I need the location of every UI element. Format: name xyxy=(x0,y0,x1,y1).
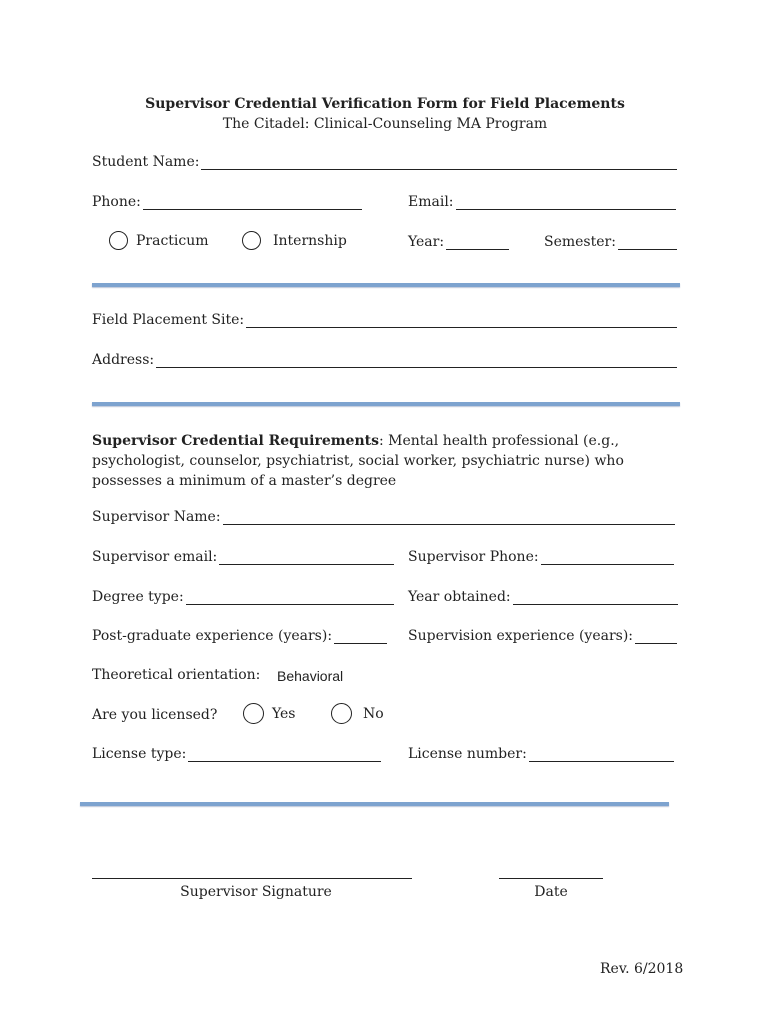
student-name-field[interactable] xyxy=(92,154,677,170)
supervision-experience-label: Supervision experience (years): xyxy=(408,628,634,644)
supervisor-email-input-line[interactable] xyxy=(219,550,394,565)
supervisor-name-input-line[interactable] xyxy=(223,510,675,525)
license-number-field[interactable] xyxy=(408,746,674,762)
requirements-text: : Mental health professional (e.g., psychologist, counselor, psychiatrist, social worker, psychiatric nurse) who possesses a minimum of a master’s degree xyxy=(92,433,624,489)
email-field[interactable] xyxy=(408,194,676,210)
no-radio-icon[interactable] xyxy=(331,703,352,724)
no-label: No xyxy=(363,705,384,722)
supervision-experience-field[interactable] xyxy=(408,628,677,644)
placement-site-field[interactable] xyxy=(92,312,677,328)
licensed-question: Are you licensed? xyxy=(92,707,218,723)
address-label: Address: xyxy=(92,352,155,368)
section-divider-1 xyxy=(92,283,680,287)
license-type-label: License type: xyxy=(92,746,187,762)
license-type-field[interactable] xyxy=(92,746,381,762)
year-obtained-input-line[interactable] xyxy=(513,590,678,605)
degree-type-field[interactable] xyxy=(92,589,394,605)
date-label: Date xyxy=(534,884,568,900)
email-label: Email: xyxy=(408,194,454,210)
semester-label: Semester: xyxy=(544,234,616,250)
licensed-no-option[interactable] xyxy=(331,703,384,724)
supervisor-phone-field[interactable] xyxy=(408,549,674,565)
student-name-label: Student Name: xyxy=(92,154,200,170)
address-input-line[interactable] xyxy=(156,353,677,368)
supervisor-phone-input-line[interactable] xyxy=(541,550,674,565)
student-name-input-line[interactable] xyxy=(201,155,677,170)
form-title: Supervisor Credential Verification Form for Field Placements xyxy=(145,96,625,112)
requirements-paragraph xyxy=(92,431,692,491)
semester-field[interactable] xyxy=(544,234,677,250)
section-divider-3 xyxy=(80,802,669,806)
year-obtained-label: Year obtained: xyxy=(408,589,511,605)
placement-site-input-line[interactable] xyxy=(246,313,677,328)
postgrad-experience-field[interactable] xyxy=(92,628,387,644)
semester-input-line[interactable] xyxy=(618,235,677,250)
supervisor-phone-label: Supervisor Phone: xyxy=(408,549,539,565)
phone-input-line[interactable] xyxy=(143,195,362,210)
revision-note: Rev. 6/2018 xyxy=(600,961,684,977)
license-number-input-line[interactable] xyxy=(529,747,674,762)
year-obtained-field[interactable] xyxy=(408,589,678,605)
license-type-input-line[interactable] xyxy=(188,747,381,762)
requirements-heading: Supervisor Credential Requirements xyxy=(92,433,379,449)
year-label: Year: xyxy=(408,234,445,250)
email-input-line[interactable] xyxy=(456,195,676,210)
yes-radio-icon[interactable] xyxy=(243,703,264,724)
internship-option[interactable] xyxy=(242,231,347,250)
practicum-option[interactable] xyxy=(109,231,209,250)
supervisor-email-field[interactable] xyxy=(92,549,394,565)
address-field[interactable] xyxy=(92,352,677,368)
licensed-yes-option[interactable] xyxy=(243,703,296,724)
section-divider-2 xyxy=(92,402,680,406)
supervision-experience-input-line[interactable] xyxy=(635,629,677,644)
license-number-label: License number: xyxy=(408,746,527,762)
degree-type-input-line[interactable] xyxy=(186,590,394,605)
signature-line[interactable] xyxy=(92,878,412,879)
placement-site-label: Field Placement Site: xyxy=(92,312,245,328)
supervisor-email-label: Supervisor email: xyxy=(92,549,218,565)
year-input-line[interactable] xyxy=(446,235,509,250)
phone-field[interactable] xyxy=(92,194,362,210)
supervisor-name-field[interactable] xyxy=(92,509,675,525)
orientation-value[interactable]: Behavioral xyxy=(277,668,344,684)
form-subtitle: The Citadel: Clinical-Counseling MA Program xyxy=(222,116,548,132)
orientation-label: Theoretical orientation: xyxy=(92,667,261,683)
degree-type-label: Degree type: xyxy=(92,589,184,605)
internship-radio-icon[interactable] xyxy=(242,231,261,250)
practicum-label: Practicum xyxy=(136,232,209,249)
practicum-radio-icon[interactable] xyxy=(109,231,128,250)
postgrad-experience-input-line[interactable] xyxy=(334,629,387,644)
year-field[interactable] xyxy=(408,234,509,250)
yes-label: Yes xyxy=(272,705,296,722)
signature-label: Supervisor Signature xyxy=(180,884,332,900)
postgrad-experience-label: Post-graduate experience (years): xyxy=(92,628,333,644)
supervisor-name-label: Supervisor Name: xyxy=(92,509,221,525)
internship-label: Internship xyxy=(273,232,347,249)
date-line[interactable] xyxy=(499,878,603,879)
phone-label: Phone: xyxy=(92,194,141,210)
